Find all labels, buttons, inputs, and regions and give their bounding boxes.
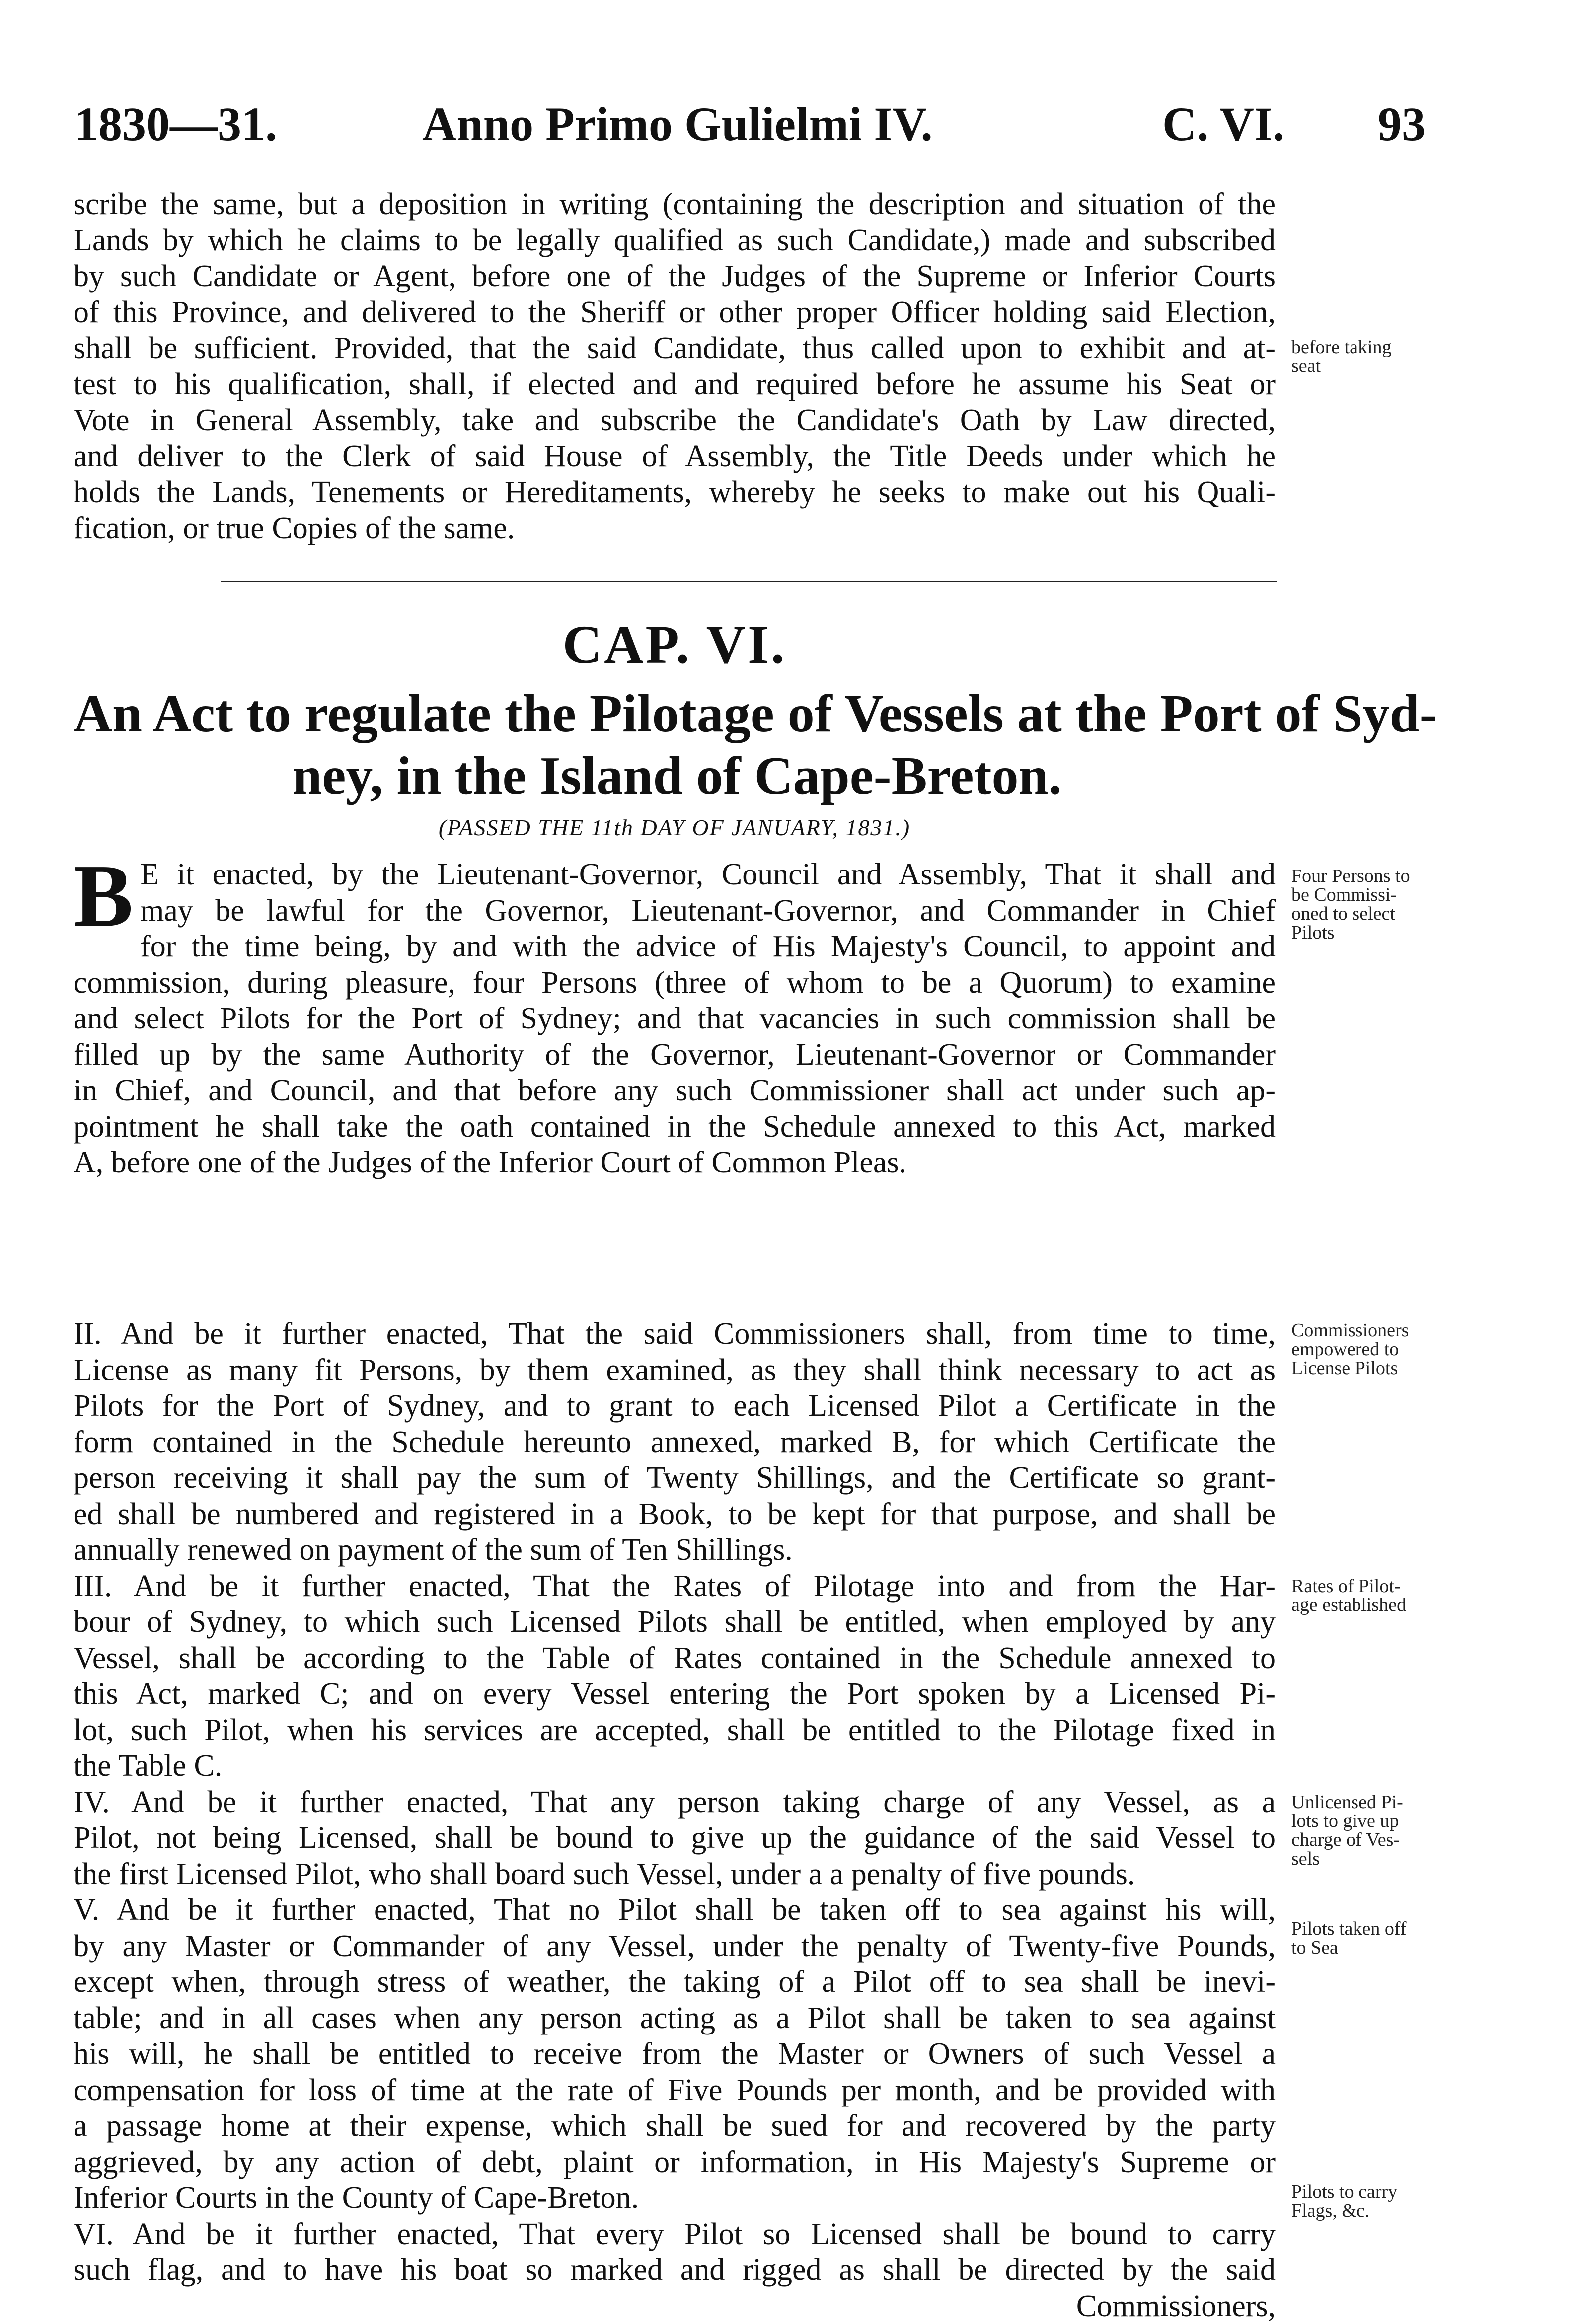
- text-line: form contained in the Schedule hereunto annexed, marked B, for which Certificate the: [74, 1424, 1276, 1460]
- text-line: the first Licensed Pilot, who shall board such Vessel, under a a penalty of five pounds.: [74, 1856, 1276, 1892]
- act-title-line: An Act to regulate the Pilotage of Vessels at the Port of Syd-: [74, 683, 1280, 745]
- margin-note-four-persons: Four Persons to be Commissi- oned to select Pilots: [1291, 867, 1455, 942]
- text-line: scribe the same, but a deposition in writing (containing the description and situation of the: [74, 186, 1276, 222]
- text-line: bour of Sydney, to which such Licensed Pilots shall be entitled, when employed by any: [74, 1604, 1276, 1640]
- text-line: the Table C.: [74, 1748, 1276, 1784]
- section-divider: [221, 581, 1277, 582]
- text-line: aggrieved, by any action of debt, plaint or information, in His Majesty's Supreme or: [74, 2144, 1276, 2180]
- margin-note-before-taking-seat: before taking seat: [1291, 338, 1455, 375]
- section-5: [74, 1892, 1276, 2216]
- text-line: a passage home at their expense, which shall be sued for and recovered by the party: [74, 2108, 1276, 2144]
- header-title: Anno Primo Gulielmi IV.: [422, 97, 933, 151]
- text-line: pointment he shall take the oath contained in the Schedule annexed to this Act, marked: [74, 1109, 1276, 1145]
- intro-paragraph: [74, 186, 1276, 546]
- text-line: Vessel, shall be according to the Table of Rates contained in the Schedule annexed to: [74, 1640, 1276, 1676]
- header-year: 1830—31.: [75, 97, 277, 151]
- text-line: in Chief, and Council, and that before any such Commissioner shall act under such ap-: [74, 1073, 1276, 1109]
- chapter-heading: CAP. VI.: [74, 613, 1276, 676]
- text-line: person receiving it shall pay the sum of Twenty Shillings, and the Certificate so grant-: [74, 1460, 1276, 1496]
- section-4: [74, 1784, 1276, 1892]
- text-line: of this Province, and delivered to the Sheriff or other proper Officer holding said Election,: [74, 294, 1276, 331]
- text-line: by any Master or Commander of any Vessel, under the penalty of Twenty-five Pounds,: [74, 1928, 1276, 1964]
- text-line: commission, during pleasure, four Persons (three of whom to be a Quorum) to examine: [74, 965, 1276, 1001]
- text-line: License as many fit Persons, by them examined, as they shall think necessary to act as: [74, 1352, 1276, 1388]
- page-number: 93: [1378, 97, 1426, 151]
- text-line: compensation for loss of time at the rate of Five Pounds per month, and be provided with: [74, 2072, 1276, 2108]
- text-line: for the time being, by and with the advice of His Majesty's Council, to appoint and: [74, 929, 1276, 965]
- margin-note-rates: Rates of Pilot- age established: [1291, 1577, 1455, 1614]
- margin-note-taken-off: Pilots taken off to Sea: [1291, 1919, 1455, 1957]
- passed-date: (PASSED THE 11th DAY OF JANUARY, 1831.): [74, 814, 1276, 841]
- section-3: [74, 1568, 1276, 1784]
- text-line: VI. And be it further enacted, That every Pilot so Licensed shall be bound to carry: [74, 2216, 1276, 2252]
- text-line: this Act, marked C; and on every Vessel entering the Port spoken by a Licensed Pi-: [74, 1676, 1276, 1712]
- text-line: E it enacted, by the Lieutenant-Governor, Council and Assembly, That it shall and: [74, 857, 1276, 893]
- text-line: such flag, and to have his boat so marked and rigged as shall be directed by the said: [74, 2252, 1276, 2288]
- text-line: ed shall be numbered and registered in a Book, to be kept for that purpose, and shall be: [74, 1496, 1276, 1532]
- text-line: III. And be it further enacted, That the Rates of Pilotage into and from the Har-: [74, 1568, 1276, 1604]
- text-line: A, before one of the Judges of the Inferior Court of Common Pleas.: [74, 1145, 1276, 1181]
- section-6: [74, 2216, 1276, 2288]
- text-line: and deliver to the Clerk of said House of Assembly, the Title Deeds under which he: [74, 438, 1276, 475]
- margin-note-carry-flags: Pilots to carry Flags, &c.: [1291, 2182, 1455, 2220]
- margin-note-unlicensed: Unlicensed Pi- lots to give up charge of Ves- sels: [1291, 1793, 1455, 1868]
- act-title-line: ney, in the Island of Cape-Breton.: [74, 745, 1280, 807]
- text-line: except when, through stress of weather, the taking of a Pilot off to sea shall be inevi-: [74, 1964, 1276, 2000]
- text-line: Pilots for the Port of Sydney, and to grant to each Licensed Pilot a Certificate in the: [74, 1388, 1276, 1424]
- text-line: lot, such Pilot, when his services are accepted, shall be entitled to the Pilotage fixed in: [74, 1712, 1276, 1748]
- text-line: table; and in all cases when any person acting as a Pilot shall be taken to sea against: [74, 2000, 1276, 2036]
- sections-2-to-6: [74, 1316, 1276, 2324]
- text-line: his will, he shall be entitled to receive from the Master or Owners of such Vessel a: [74, 2036, 1276, 2072]
- text-line: Vote in General Assembly, take and subscribe the Candidate's Oath by Law directed,: [74, 402, 1276, 438]
- section-2: [74, 1316, 1276, 1568]
- text-line: shall be sufficient. Provided, that the said Candidate, thus called upon to exhibit and at-: [74, 330, 1276, 366]
- text-line: II. And be it further enacted, That the said Commissioners shall, from time to time,: [74, 1316, 1276, 1352]
- text-line: Lands by which he claims to be legally qualified as such Candidate,) made and subscribed: [74, 222, 1276, 259]
- drop-cap: B: [74, 859, 133, 933]
- text-line: test to his qualification, shall, if elected and and required before he assume his Seat or: [74, 366, 1276, 403]
- text-line: Pilot, not being Licensed, shall be bound to give up the guidance of the said Vessel to: [74, 1820, 1276, 1856]
- text-line: holds the Lands, Tenements or Hereditaments, whereby he seeks to make out his Quali-: [74, 474, 1276, 510]
- running-header: [75, 97, 1426, 151]
- text-line: annually renewed on payment of the sum of Ten Shillings.: [74, 1532, 1276, 1568]
- text-line: V. And be it further enacted, That no Pilot shall be taken off to sea against his will,: [74, 1892, 1276, 1928]
- text-line: Inferior Courts in the County of Cape-Breton.: [74, 2180, 1276, 2216]
- text-line: by such Candidate or Agent, before one of the Judges of the Supreme or Inferior Courts: [74, 258, 1276, 294]
- text-line: fication, or true Copies of the same.: [74, 510, 1276, 547]
- section-1: [74, 857, 1276, 1181]
- margin-note-commissioners: Commissioners empowered to License Pilots: [1291, 1321, 1455, 1378]
- catchword: Commissioners,: [74, 2288, 1276, 2324]
- text-line: may be lawful for the Governor, Lieutenant-Governor, and Commander in Chief: [74, 893, 1276, 929]
- act-title: [74, 683, 1280, 807]
- text-line: IV. And be it further enacted, That any person taking charge of any Vessel, as a: [74, 1784, 1276, 1820]
- text-line: and select Pilots for the Port of Sydney; and that vacancies in such commission shall be: [74, 1001, 1276, 1037]
- header-chapter: C. VI.: [1162, 97, 1284, 151]
- text-line: filled up by the same Authority of the Governor, Lieutenant-Governor or Commander: [74, 1037, 1276, 1073]
